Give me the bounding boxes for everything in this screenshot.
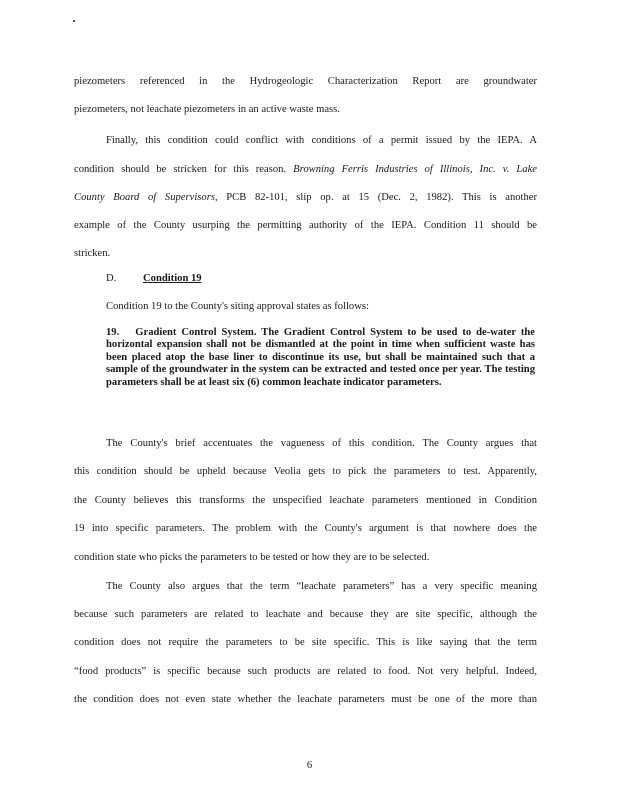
paragraph-3-line-1: The County's brief accentuates the vagueness of this condition. The County argues that: [106, 438, 537, 449]
paragraph-2-line-3: [74, 191, 537, 204]
paragraph-4-line-1: The County also argues that the term “leachate parameters” has a very specific meaning: [106, 581, 537, 592]
section-title: Condition 19: [143, 273, 202, 284]
paragraph-3-line-4: 19 into specific parameters. The problem with the County's argument is that nowhere does the: [74, 523, 537, 534]
section-letter: D.: [106, 273, 117, 284]
paragraph-3-line-2: this condition should be upheld because Veolia gets to pick the parameters to test. Apparently,: [74, 466, 537, 477]
paragraph-2-line-1: Finally, this condition could conflict with conditions of a permit issued by the IEPA. A: [106, 135, 537, 146]
scan-speck: [73, 20, 75, 22]
quote-text: Gradient Control System. The Gradient Control System to be used to de-water the horizontal expansion shall not be dismantled at the point in time when sufficient waste has been placed atop the base liner to discontinue its use, but shall be maintained such that a sample of the groundwater in the system can be extracted and tested once per year. The testing parameters shall be at least six (6) common leachate indicator parameters.: [106, 327, 535, 388]
paragraph-4-line-2: because such parameters are related to leachate and because they are site specific, although the: [74, 609, 537, 620]
quote-number: 19.: [106, 327, 120, 338]
paragraph-4-line-3: condition does not require the parameters to be site specific. This is like saying that the term: [74, 637, 537, 648]
paragraph-2-line-2-text: condition should be stricken for this reason.: [74, 164, 294, 175]
paragraph-4-line-5: the condition does not even state whether the leachate parameters must be one of the more than: [74, 694, 537, 705]
case-citation-part-2: County Board of Supervisors: [74, 192, 215, 203]
paragraph-2-line-3-text: , PCB 82-101, slip op. at 15 (Dec. 2, 1982). This is another: [214, 192, 538, 203]
paragraph-2-line-5: stricken.: [74, 248, 111, 259]
paragraph-3-line-5: condition state who picks the parameters to be tested or how they are to be selected.: [74, 552, 430, 563]
paragraph-1-line-2: piezometers, not leachate piezometers in an active waste mass.: [74, 104, 340, 115]
quote-intro: Condition 19 to the County's siting approval states as follows:: [106, 301, 369, 312]
paragraph-2-line-4: example of the County usurping the permitting authority of the IEPA. Condition 11 should be: [74, 220, 537, 231]
paragraph-1-line-1: piezometers referenced in the Hydrogeologic Characterization Report are groundwater: [74, 76, 537, 87]
block-quote: [106, 327, 535, 389]
case-citation-part-1: Browning Ferris Industries of Illinois, Inc. v. Lake: [293, 164, 537, 175]
paragraph-2-line-2: [74, 163, 537, 176]
page-number: 6: [306, 760, 313, 771]
paragraph-4-line-4: “food products” is specific because such products are related to food. Not very helpful. Indeed,: [74, 666, 537, 677]
paragraph-3-line-3: the County believes this transforms the unspecified leachate parameters mentioned in Condition: [74, 495, 537, 506]
